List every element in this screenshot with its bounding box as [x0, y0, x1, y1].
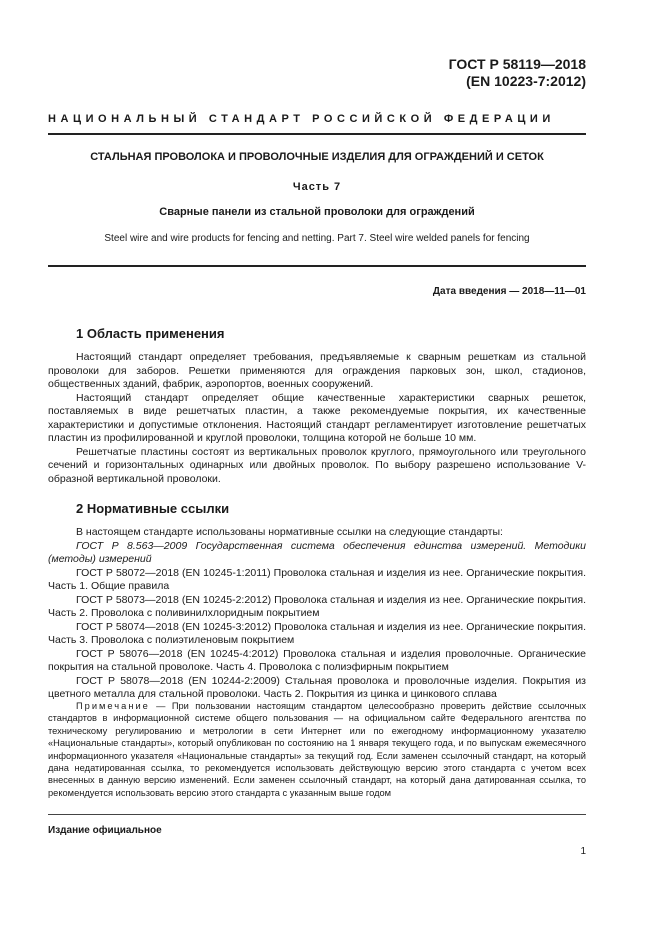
section2-body — [48, 526, 586, 702]
footer-divider — [48, 814, 586, 815]
reference-item: ГОСТ Р 58078—2018 (EN 10244-2:2009) Стальная проволока и проволочные изделия. Покрытия из цветного металла для стальной проволоки. Часть 2. Покрытия из цинка и цинкового сплава — [48, 674, 586, 700]
reference-item: ГОСТ Р 58076—2018 (EN 10245-4:2012) Проволока стальная и изделия проволочные. Органические покрытия на стальной проволоке. Часть 4. Проволока с полиэфирным покрытием — [48, 647, 586, 673]
reference-item: ГОСТ Р 58073—2018 (EN 10245-2:2012) Проволока стальная и изделия из нее. Органические покрытия. Часть 2. Проволока с поливинилхлоридным покрытием — [48, 593, 586, 619]
section1-paragraph: Решетчатые пластины состоят из вертикальных проволок круглого, прямоугольного или треугольного сечений и горизонтальных одинарных или двойных проволок. По выбору разрешено использование V-образной вертикальной проволоки. — [48, 445, 586, 485]
part-title: Часть 7 — [292, 181, 342, 193]
note-label: Примечание — [76, 701, 150, 711]
note-text: — При пользовании настоящим стандартом целесообразно проверить действие ссылочных стандартов в информационной системе общего пользования — на официальном сайте Федерального агентства по техническому регулированию и метрологии в сети Интернет или по ежегодному информационному указателю «Национальные стандарты», который опубликован по состоянию на 1 января текущего года, и по выпускам ежемесячного информационного указателя «Национальные стандарты» за текущий год. Если заменен ссылочный стандарт, на который дана недатированная ссылка, то рекомендуется использовать действующую версию этого стандарта с учетом всех внесенных в данную версию изменений. Если заменен ссылочный стандарт, на который дана датированная ссылка, то рекомендуется использовать версию этого стандарта с указанным выше годом — [48, 701, 586, 798]
section1-paragraph: Настоящий стандарт определяет требования, предъявляемые к сварным решеткам из стальной проволоки для заборов. Решетки применяются для ограждения парковых зон, школ, стадионов, общественных зданий, фабрик, аэропортов, военных сооружений. — [48, 351, 586, 390]
sub-title: Сварные панели из стальной проволоки для ограждений — [159, 206, 475, 218]
top-divider — [48, 133, 586, 135]
main-title: СТАЛЬНАЯ ПРОВОЛОКА И ПРОВОЛОЧНЫЕ ИЗДЕЛИЯ ДЛЯ ОГРАЖДЕНИЙ И СЕТОК — [90, 151, 544, 163]
section1-heading: 1 Область применения — [76, 326, 225, 341]
national-standard-title: НАЦИОНАЛЬНЫЙ СТАНДАРТ РОССИЙСКОЙ ФЕДЕРАЦИИ — [48, 113, 555, 125]
reference-item: ГОСТ Р 58072—2018 (EN 10245-1:2011) Проволока стальная и изделия из нее. Органические покрытия. Часть 1. Общие правила — [48, 566, 586, 592]
reference-item: ГОСТ Р 58074—2018 (EN 10245-3:2012) Проволока стальная и изделия из нее. Органические покрытия. Часть 3. Проволока с полиэтиленовым покрытием — [48, 620, 586, 646]
section1-paragraph: Настоящий стандарт определяет общие качественные характеристики сварных решеток, поставляемых в виде решетчатых пластин, а также рекомендуемые покрытия, их качественные характеристики и допустимые отклонения. Настоящий стандарт регламентирует изготовление решетчатых пластин из профилированной и круглой проволоки, толщина которой не больше 10 мм. — [48, 391, 586, 444]
edition-label: Издание официальное — [48, 825, 162, 836]
document-identifier — [449, 56, 586, 90]
gost-number: ГОСТ Р 58119—2018 — [448, 56, 586, 72]
section2-intro: В настоящем стандарте использованы нормативные ссылки на следующие стандарты: — [76, 526, 503, 538]
section1-body — [48, 351, 586, 486]
intro-date: Дата введения — 2018—11—01 — [432, 286, 586, 297]
title-divider — [48, 265, 586, 267]
note-block — [48, 700, 586, 799]
english-title: Steel wire and wire products for fencing and netting. Part 7. Steel wire welded panels for fencing — [104, 233, 530, 244]
reference-item: ГОСТ Р 8.563—2009 Государственная система обеспечения единства измерений. Методики (методы) измерений — [48, 539, 586, 565]
page-number: 1 — [580, 846, 586, 857]
en-number: (EN 10223-7:2012) — [466, 73, 586, 89]
section2-heading: 2 Нормативные ссылки — [76, 501, 230, 516]
